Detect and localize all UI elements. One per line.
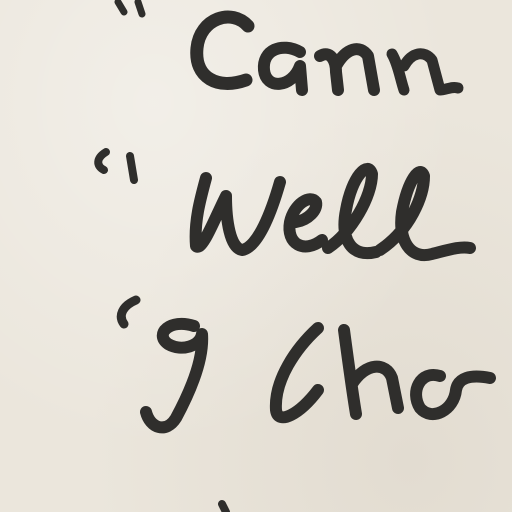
handwritten-word-can [197, 17, 458, 90]
handwritten-word-well [196, 169, 470, 255]
quote-mark-top [118, 2, 142, 14]
handwritten-word-i-tho [146, 324, 490, 428]
quote-mark-line2 [98, 152, 134, 180]
quote-mark-line3 [121, 300, 136, 324]
bottom-partial-stroke [222, 504, 226, 512]
